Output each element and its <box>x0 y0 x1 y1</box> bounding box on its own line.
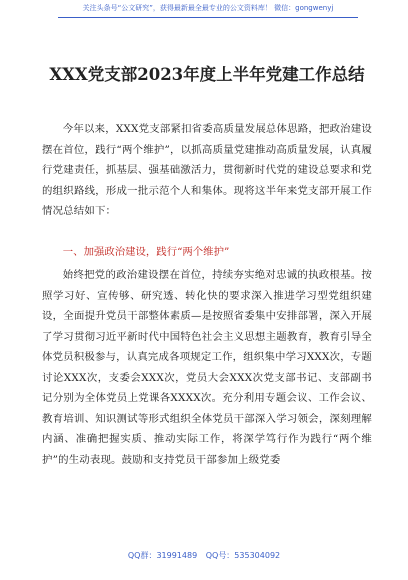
intro-paragraph: 今年以来，XXX党支部紧扣省委高质量发展总体思路，把政治建设摆在首位，践行“两个维护”，以抓高质量党建推动高质量发展，认真履行党建责任，抓基层、强基础激活力，贯彻新时代党的建设总要求和党的组织路线，形成一批示范个人和集体。现将这半年来党支部开展工作情况总结如下： <box>42 123 372 217</box>
footer-qq: QQ号：535304092 <box>205 551 281 560</box>
footer-qq-group: QQ群：31991489 <box>127 551 198 560</box>
document-title: XXX党支部2023年度上半年党建工作总结 <box>49 65 365 84</box>
header-promo-link[interactable]: 关注头条号“公文研究”，获得最新最全最专业的公文资料库！ 微信：gongwenyj <box>58 0 358 18</box>
footer-contact <box>0 549 408 563</box>
section-heading-1: 一、加强政治建设，践行“两个维护” <box>62 246 230 258</box>
section-body-1: 始终把党的政治建设摆在首位，持续夯实绝对忠诚的执政根基。按照学习好、宣传够、研究透、转化快的要求深入推进学习型党组织建设，全面提升党员干部整体素质—是按照省委集中安排部署，深入开展了学习贯彻习近平新时代中国特色社会主义思想主题教育，教育引导全体党员积极参与，认真完成各项规定工作，组织集中学习XXX次，专题讨论XXX次，支委会XXX次，党员大会XXX次党支部书记、支部副书记分别为全体党员上党课各XXXX次。充分利用专题会议、工作会议、教育培训、知识测试等形式组织全体党员干部深入学习领会，深刻理解内涵、准确把握实质、推动实际工作，将深学笃行作为践行“两个维护”的生动表现。鼓励和支持党员干部参加上级党委 <box>42 269 372 466</box>
